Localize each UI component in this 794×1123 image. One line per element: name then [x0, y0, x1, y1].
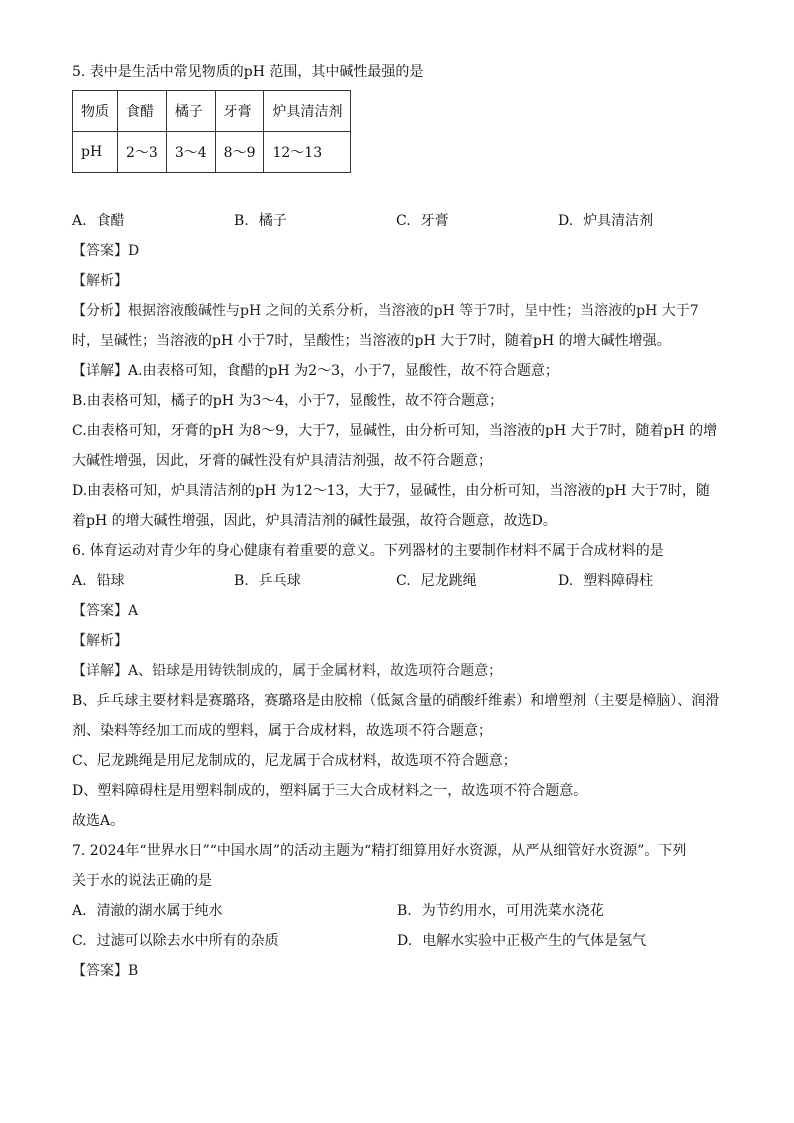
q5-analysis-line: 【分析】根据溶液酸碱性与pH 之间的关系分析，当溶液的pH 等于7时，呈中性；当溶液的pH 大于7	[72, 303, 699, 319]
q7-options-row2	[72, 931, 722, 951]
ph-table	[72, 90, 351, 173]
option-c: C. 过滤可以除去水中所有的杂质	[72, 933, 279, 949]
table-cell: pH	[73, 132, 118, 173]
q6-detail-line: B、乒乓球主要材料是赛璐珞，赛璐珞是由胶棉（低氮含量的硝酸纤维素）和增塑剂（主要是樟脑）、润滑	[72, 693, 720, 709]
option-c: C. 尼龙跳绳	[396, 573, 477, 589]
option-b: B. 橘子	[234, 213, 287, 229]
table-cell: 炉具清洁剂	[264, 91, 351, 132]
q5-detail-line: 大碱性增强，因此，牙膏的碱性没有炉具清洁剂强，故不符合题意；	[72, 453, 492, 469]
q5-detail-line: 着pH 的增大碱性增强，因此，炉具清洁剂的碱性最强，故符合题意，故选D。	[72, 513, 557, 529]
option-a: A. 清澈的湖水属于纯水	[72, 903, 223, 919]
q5-analysis-line: 时，呈碱性；当溶液的pH 小于7时，呈酸性；当溶液的pH 大于7时，随着pH 的增大碱性增强。	[72, 333, 671, 349]
q6-analysis-title: 【解析】	[72, 633, 128, 649]
table-row-header	[73, 91, 351, 132]
q6-stem: 6. 体育运动对青少年的身心健康有着重要的意义。下列器材的主要制作材料不属于合成材料的是	[72, 543, 664, 559]
option-a: A. 铅球	[72, 573, 125, 589]
q6-detail-line: C、尼龙跳绳是用尼龙制成的，尼龙属于合成材料，故选项不符合题意；	[72, 753, 517, 769]
option-d: D. 塑料障碍柱	[558, 573, 654, 589]
q6-detail-line: 【详解】A、铅球是用铸铁制成的，属于金属材料，故选项符合题意；	[72, 663, 503, 679]
q7-answer: 【答案】B	[72, 963, 139, 979]
q5-stem: 5. 表中是生活中常见物质的pH 范围，其中碱性最强的是	[72, 64, 424, 80]
table-cell: 2～3	[118, 132, 167, 173]
option-d: D. 电解水实验中正极产生的气体是氢气	[397, 933, 647, 949]
q7-stem: 关于水的说法正确的是	[72, 873, 212, 889]
table-cell: 3～4	[166, 132, 215, 173]
q6-answer: 【答案】A	[72, 603, 139, 619]
q6-detail-line: D、塑料障碍柱是用塑料制成的，塑料属于三大合成材料之一，故选项不符合题意。	[72, 783, 588, 799]
option-d: D. 炉具清洁剂	[558, 213, 654, 229]
table-cell: 橘子	[166, 91, 215, 132]
q7-stem: 7. 2024年“世界水日”“中国水周”的活动主题为“精打细算用好水资源，从严从细管好水资源”。下列	[72, 843, 687, 859]
option-a: A. 食醋	[72, 213, 125, 229]
option-b: B. 为节约用水，可用洗菜水浇花	[397, 903, 604, 919]
q5-answer: 【答案】D	[72, 243, 140, 259]
option-c: C. 牙膏	[396, 213, 449, 229]
q7-options-row1	[72, 901, 722, 921]
table-cell: 食醋	[118, 91, 167, 132]
table-cell: 牙膏	[215, 91, 264, 132]
q6-detail-line: 剂、染料等经加工而成的塑料，属于合成材料，故选项不符合题意；	[72, 723, 492, 739]
q5-detail-line: 【详解】A.由表格可知，食醋的pH 为2～3，小于7，显酸性，故不符合题意；	[72, 363, 559, 379]
table-cell: 8～9	[215, 132, 264, 173]
document-page	[72, 62, 722, 981]
q6-detail-line: 故选A。	[72, 813, 125, 829]
q5-detail-line: B.由表格可知，橘子的pH 为3～4，小于7，显酸性，故不符合题意；	[72, 393, 504, 409]
option-b: B. 乒乓球	[234, 573, 301, 589]
q5-detail-line: D.由表格可知，炉具清洁剂的pH 为12～13，大于7，显碱性，由分析可知，当溶液的pH 大于7时，随	[72, 483, 710, 499]
table-cell: 物质	[73, 91, 118, 132]
q5-options	[72, 211, 722, 231]
table-cell: 12～13	[264, 132, 351, 173]
q5-detail-line: C.由表格可知，牙膏的pH 为8～9，大于7，显碱性，由分析可知，当溶液的pH 大于7时，随着pH 的增	[72, 423, 718, 439]
table-row-ph	[73, 132, 351, 173]
q6-options	[72, 571, 722, 591]
q5-analysis-title: 【解析】	[72, 273, 128, 289]
